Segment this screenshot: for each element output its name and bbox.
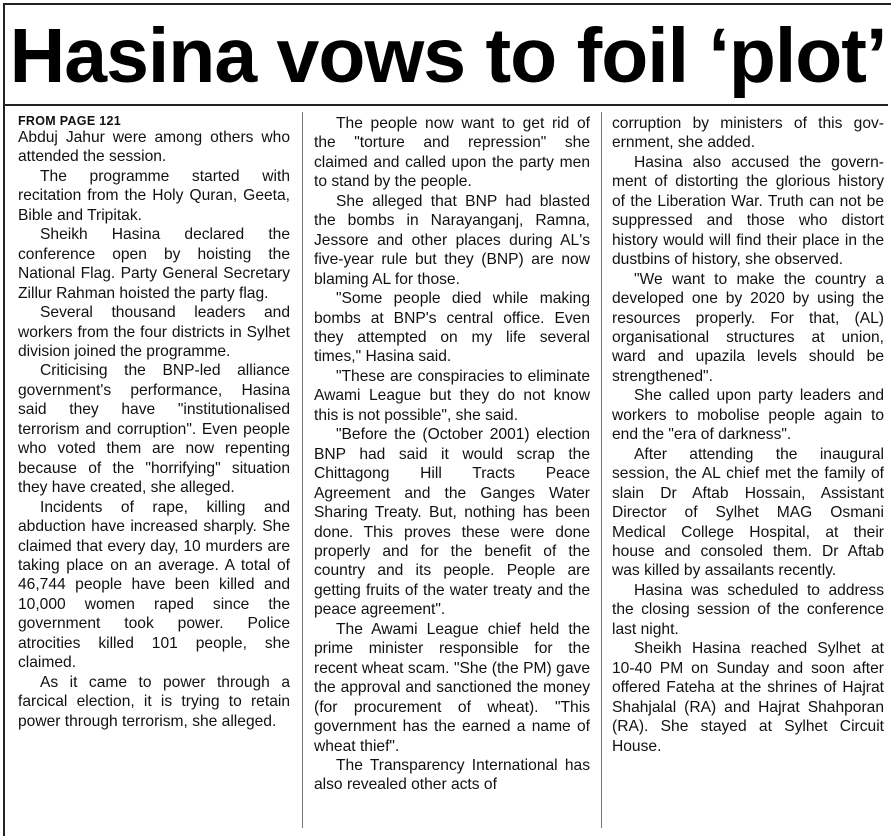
article-column-3 bbox=[612, 114, 884, 829]
paragraph: Sheikh Hasina declared the conference open by hoisting the National Flag. Party General Secretary Zillur Rahman hoisted the party flag. bbox=[18, 226, 290, 302]
paragraph: "Some people died while making bombs at BNP's central office. Even they attempted on my life several times," Hasina said. bbox=[314, 290, 590, 366]
headline: Hasina vows to foil ‘plot’ bbox=[9, 13, 887, 99]
column-divider bbox=[601, 112, 602, 828]
paragraph: The Transparency International has also revealed other acts of bbox=[314, 756, 590, 794]
paragraph: She alleged that BNP had blasted the bombs in Narayanganj, Ramna, Jessore and other places during AL's five-year rule but they (BNP) are now blaming AL for those. bbox=[314, 192, 590, 288]
paragraph: "Before the (October 2001) election BNP had said it would scrap the Chittagong Hill Tracts Peace Agreement and the Ganges Water Sharing Treaty. But, nothing has been done. This proves these were done properly and for the benefit of the country and its people. People are getting fruits of the water treaty and the peace agreement". bbox=[314, 426, 590, 619]
article-column-1 bbox=[18, 114, 290, 829]
paragraph: The Awami League chief held the prime minister responsible for the recent wheat scam. "She (the PM) gave the approval and sanctioned the money (for procurement of wheat). "This government has the earned a name of wheat thief". bbox=[314, 620, 590, 755]
paragraph: After attending the inaugural session, the AL chief met the family of slain Dr Aftab Hossain, Assistant Director of Sylhet MAG Osmani Medical College Hospital, at their house and consoled them. Dr Aftab was killed by assailants recently. bbox=[612, 445, 884, 580]
dateline: FROM PAGE 121 bbox=[18, 114, 121, 128]
article-column-2 bbox=[314, 114, 590, 829]
paragraph: The people now want to get rid of the "torture and repression" she claimed and called upon the party men to stand by the people. bbox=[314, 115, 590, 191]
paragraph: "We want to make the country a developed one by 2020 by using the resources properly. For that, (AL) organisational structures at union, ward and upazila levels should be strengthened". bbox=[612, 270, 884, 385]
paragraph: Incidents of rape, killing and abduction have increased sharply. She claimed that every day, 10 murders are taking place on an average. A total of 46,744 people have been killed and 10,000 women raped since the government took power. Police atrocities killed 101 people, she claimed. bbox=[18, 498, 290, 672]
paragraph: corruption by ministers of this government, she added. bbox=[612, 115, 884, 152]
paragraph: As it came to power through a farcical election, it is trying to retain power through terrorism, she alleged. bbox=[18, 673, 290, 730]
column-divider bbox=[302, 112, 303, 828]
paragraph: Sheikh Hasina reached Sylhet at 10-40 PM on Sunday and soon after offered Fateha at the shrines of Hajrat Shahjalal (RA) and Hajrat Shahporan (RA). She stayed at Sylhet Circuit House. bbox=[612, 640, 884, 755]
paragraph: Hasina was scheduled to address the closing session of the conference last night. bbox=[612, 581, 884, 638]
paragraph: Abduj Jahur were among others who attended the session. bbox=[18, 129, 290, 166]
paragraph: She called upon party leaders and workers to mobolise people again to end the "era of darkness". bbox=[612, 387, 884, 444]
paragraph: Criticising the BNP-led alliance government's performance, Hasina said they have "institutionalised terrorism and corruption". Even people who voted them are now repenting because of the "horrifying" situation they have created, she alleged. bbox=[18, 362, 290, 497]
paragraph: "These are conspiracies to eliminate Awami League but they do not know this is not possible", she said. bbox=[314, 367, 590, 424]
paragraph: Several thousand leaders and workers from the four districts in Sylhet division joined the programme. bbox=[18, 304, 290, 360]
paragraph: Hasina also accused the government of distorting the glorious history of the Liberation War. Truth can not be suppressed and those who distort history would will find their place in the dustbins of history, she observed. bbox=[612, 153, 884, 269]
paragraph: The programme started with recitation from the Holy Quran, Geeta, Bible and Tripitak. bbox=[18, 167, 290, 224]
headline-rule bbox=[5, 104, 888, 106]
